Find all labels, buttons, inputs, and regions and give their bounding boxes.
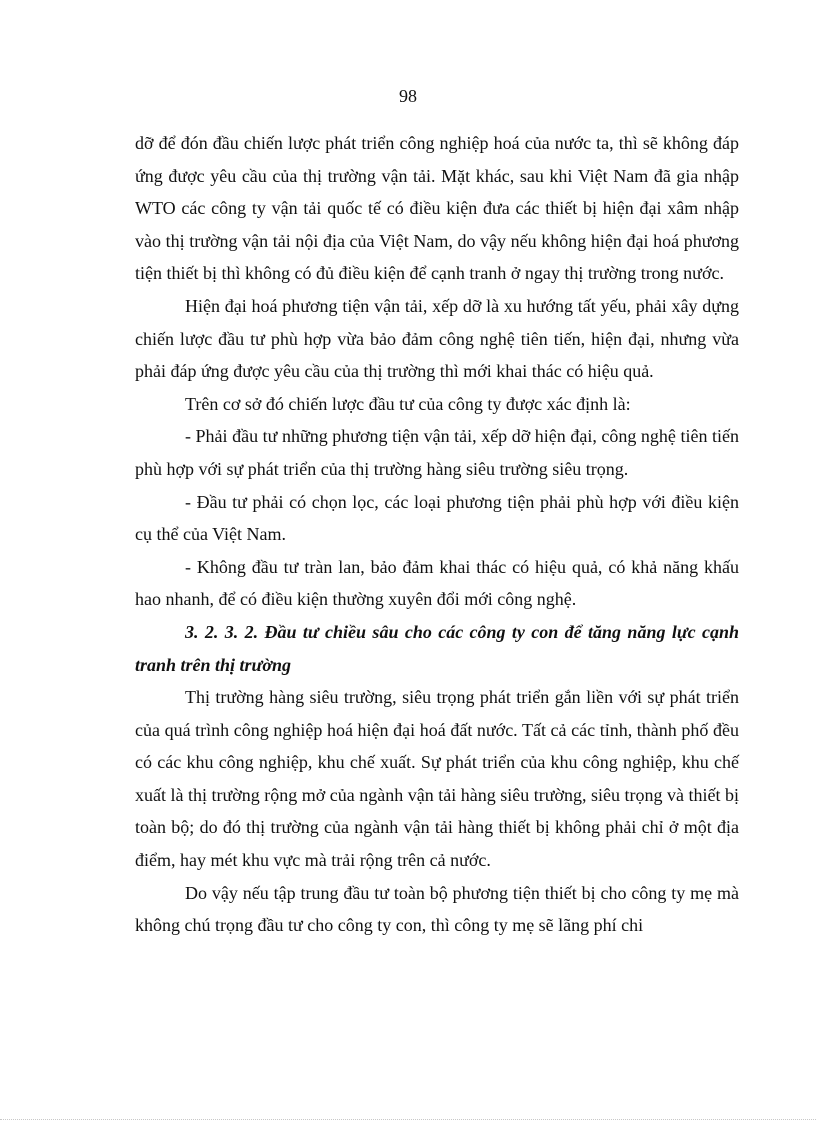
paragraph-modernization: Hiện đại hoá phương tiện vận tải, xếp dỡ là xu hướng tất yếu, phải xây dựng chiến lược đầu tư phù hợp vừa bảo đảm công nghệ tiên tiến, hiện đại, nhưng vừa phải đáp ứng được yêu cầu của thị trường thì mới khai thác có hiệu quả. <box>135 295 739 382</box>
paragraph-market: Thị trường hàng siêu trường, siêu trọng phát triển gắn liền với sự phát triển của quá trình công nghiệp hoá hiện đại hoá đất nước. Tất cả các tỉnh, thành phố đều có các khu công nghiệp, khu chế xuất. Sự phát triển của khu công nghiệp, khu chế xuất là thị trường rộng mở của ngành vận tải hàng siêu trường, siêu trọng và thiết bị toàn bộ; do đó thị trường của ngành vận tải hàng thiết bị không phải chỉ ở một địa điểm, hay mét khu vực mà trải rộng trên cả nước. <box>135 687 739 871</box>
list-item-no-spread-investment: - Không đầu tư tràn lan, bảo đảm khai thác có hiệu quả, có khả năng khấu hao nhanh, để có điều kiện thường xuyên đổi mới công nghệ. <box>135 556 739 610</box>
page-number: 98 <box>399 86 417 106</box>
page-body <box>135 127 739 942</box>
paragraph-conclusion: Do vậy nếu tập trung đầu tư toàn bộ phương tiện thiết bị cho công ty mẹ mà không chú trọng đầu tư cho công ty con, thì công ty mẹ sẽ lãng phí chi <box>135 882 739 936</box>
list-item-selective-investment: - Đầu tư phải có chọn lọc, các loại phương tiện phải phù hợp với điều kiện cụ thể của Việt Nam. <box>135 491 739 545</box>
paragraph-strategy-intro: Trên cơ sở đó chiến lược đầu tư của công ty được xác định là: <box>185 393 631 414</box>
section-heading: 3. 2. 3. 2. Đầu tư chiều sâu cho các công ty con để tăng năng lực cạnh tranh trên thị trường <box>135 621 739 675</box>
paragraph-continuation: dỡ để đón đầu chiến lược phát triển công nghiệp hoá của nước ta, thì sẽ không đáp ứng được yêu cầu của thị trường vận tải. Mặt khác, sau khi Việt Nam đã gia nhập WTO các công ty vận tải quốc tế có điều kiện đưa các thiết bị hiện đại xâm nhập vào thị trường vận tải nội địa của Việt Nam, do vậy nếu không hiện đại hoá phương tiện thiết bị thì không có đủ điều kiện để cạnh tranh ở ngay thị trường trong nước. <box>135 133 739 284</box>
page-bottom-divider <box>0 1119 816 1120</box>
list-item-modern-equipment: - Phải đầu tư những phương tiện vận tải, xếp dỡ hiện đại, công nghệ tiên tiến phù hợp với sự phát triển của thị trường hàng siêu trường siêu trọng. <box>135 426 739 479</box>
